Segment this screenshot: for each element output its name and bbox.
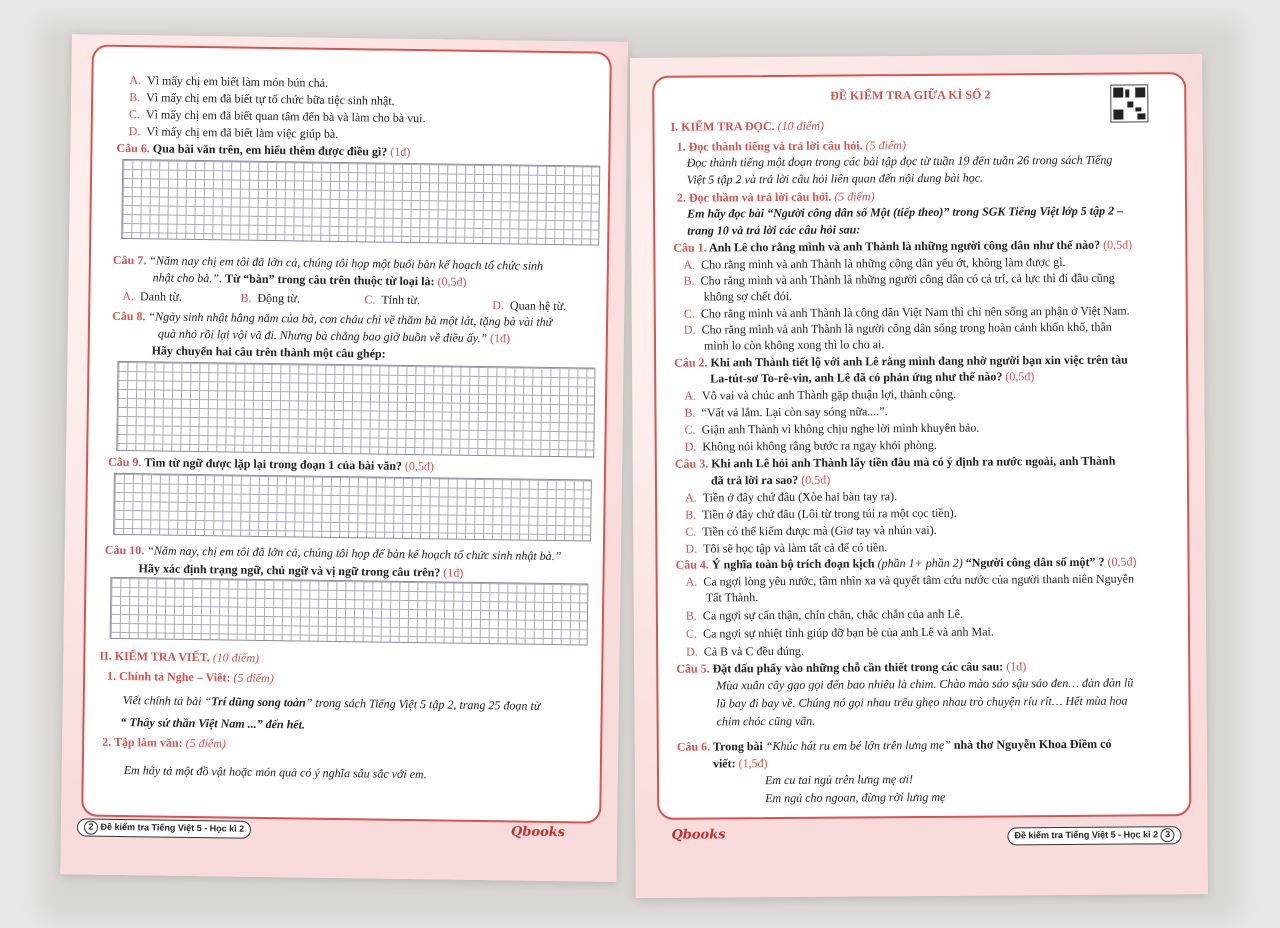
part-2-item-1-heading: 1. Chính tả Nghe – Viết: (5 điểm)	[107, 668, 274, 686]
q3-option-a: A. Tiền ở đây chứ đâu (Xòe hai bàn tay ra).	[685, 489, 898, 505]
question-7-line2: nhật cho bà.”. Từ “bàn” trong câu trên thuộc từ loại là: (0,5đ)	[152, 270, 467, 289]
q7-option-c: C. Tính từ.	[364, 292, 421, 308]
answer-grid-q10[interactable]	[110, 577, 589, 646]
exam-title: ĐỀ KIỂM TRA GIỮA KÌ SỐ 2	[830, 87, 991, 103]
q5-text-line1: Mùa xuân cây gạo gọi đến bao nhiêu là chim. Chào mào sáo sậu sáo đen… đàn đàn lũ	[716, 675, 1134, 693]
answer-grid-q6[interactable]	[121, 159, 600, 246]
left-page	[60, 34, 628, 882]
q7-option-d: D. Quan hệ từ.	[492, 298, 567, 314]
question-6-right: Câu 6. Trong bài “Khúc hát ru em bé lớn trên lưng mẹ” nhà thơ Nguyễn Khoa Điềm có	[676, 736, 1112, 754]
question-7-line1: Câu 7. “Năm nay chị em tôi đã lớn cả, chúng tôi họp một buổi bàn kế hoạch tổ chức sinh	[112, 252, 544, 273]
q4-option-a: A. Ca ngợi lòng yêu nước, tầm nhìn xa và quyết tâm cứu nước của người thanh niên Nguyễn	[685, 571, 1135, 589]
answer-grid-q9[interactable]	[113, 473, 592, 542]
part-1-item-1-text1: Đọc thành tiếng một đoạn trong các bài tập đọc từ tuần 19 đến tuần 26 trong sách Tiếng	[686, 152, 1113, 170]
q1-option-a: A. Cho rằng mình và anh Thành là những công dân yếu ớt, không làm được gì.	[683, 254, 1066, 272]
q5-option-b: B. Vì mấy chị em đã biết tự tổ chức bữa tiệc sinh nhật.	[129, 90, 395, 108]
q1-option-b: B. Cho rằng mình và anh Thành là những người công dân có cả trí, cả lực thì đi đâu cũng	[683, 270, 1115, 288]
part-1-heading: I. KIỂM TRA ĐỌC. (10 điểm)	[670, 118, 824, 134]
part-1-item-2-heading: 2. Đọc thầm và trả lời câu hỏi. (5 điểm)	[676, 189, 875, 205]
left-footer-pill: 2 Đề kiểm tra Tiếng Việt 5 - Học kì 2	[77, 818, 251, 838]
part-2-heading: II. KIỂM TRA VIẾT. (10 điểm)	[99, 648, 260, 665]
q7-option-a: A. Danh từ.	[122, 288, 183, 304]
part-2-item-1-text: Viết chính tả bài “Trí dũng song toàn” trong sách Tiếng Việt 5 tập 2, trang 25 đoạn từ	[122, 693, 541, 713]
part-2-item-2-text: Em hãy tả một đồ vật hoặc món quà có ý nghĩa sâu sắc với em.	[123, 763, 427, 782]
q3-option-b: B. Tiền ở đây chứ đâu (Lôi từ trong túi ra một cọc tiền).	[685, 505, 957, 522]
q4-option-b: B. Ca ngợi sự cẩn thận, chín chắn, chắc chắn của anh Lê.	[685, 606, 964, 623]
q5-option-c: C. Vì mấy chị em đã biết quan tâm đến bà và làm cho bà vui.	[128, 107, 426, 126]
q4-option-c: C. Ca ngợi sự nhiệt tình giúp đỡ bạn bè của anh Lê và anh Mai.	[685, 624, 994, 641]
q5-text-line3: chim chóc cũng vãn.	[716, 713, 816, 729]
q1-option-c: C. Cho rằng mình và anh Thành là công dân Việt Nam thì chỉ nên sống an phận ở Việt Nam.	[683, 303, 1130, 321]
question-8-line1: Câu 8. “Ngày sinh nhật hằng năm của bà, con cháu chỉ về thăm bà một lát, tặng bà vài thứ	[112, 308, 553, 329]
part-1-item-2-text2: trang 10 và trả lời các câu hỏi sau:	[687, 222, 861, 238]
qbooks-logo: Qbooks	[510, 824, 566, 841]
question-6: Câu 6. Qua bài văn trên, em hiểu thêm được điều gì? (1đ)	[116, 140, 411, 159]
part-1-item-1-text2: Việt 5 tập 2 và trả lời câu hỏi liên quan đến nội dung bài học.	[686, 170, 984, 187]
question-4: Câu 4. Ý nghĩa toàn bộ trích đoạn kịch (phần 1+ phần 2) “Người công dân số một” ? (0,5đ)	[675, 554, 1137, 572]
q6-verse-2: Em ngủ cho ngoan, đừng rời lưng mẹ	[765, 789, 946, 806]
q5-text-line2: lũ bay đi bay về. Chúng nó gọi nhau trêu ghẹo nhau trò chuyện ríu rít… Hết mùa hoa	[716, 693, 1128, 711]
qbooks-logo-right: Qbooks	[671, 827, 726, 843]
question-10-line1: Câu 10. “Năm nay, chị em tôi đã lớn cả, chúng tôi họp để bàn kế hoạch tổ chức sinh nhật bà.”	[104, 542, 562, 564]
q2-option-c: C. Giận anh Thành vì không chịu nghe lời mình khuyên bảo.	[684, 420, 980, 437]
answer-grid-q8[interactable]	[116, 361, 595, 458]
question-1: Câu 1. Anh Lê cho rằng mình và anh Thành là những người công dân như thế nào? (0,5đ)	[673, 237, 1133, 255]
right-page-content	[630, 54, 1208, 898]
q1-option-d-cont: mình lo còn không xong thì lo cho ai.	[703, 337, 885, 353]
q3-option-d: D. Tôi sẽ học tập và làm tất cả để có tiền.	[685, 540, 888, 556]
question-2-cont: La-tút-sơ To-rê-vin, anh Lê đã có phản ứng như thế nào? (0,5đ)	[710, 369, 1035, 386]
question-8-line3: Hãy chuyển hai câu trên thành một câu ghép:	[151, 343, 386, 361]
question-8-line2: quà nhỏ rồi lại vội vã đi. Nhưng bà chẳng bao giờ buồn về điều ấy.” (1đ)	[157, 326, 511, 346]
question-9: Câu 9. Tìm từ ngữ được lặp lại trong đoạn 1 của bài văn? (0,5đ)	[107, 454, 435, 474]
q3-option-c: C. Tiền có thể kiếm được mà (Giơ tay và nhún vai).	[685, 522, 937, 539]
q5-option-d: D. Vì mấy chị em đã biết làm việc giúp bà.	[128, 124, 339, 141]
qr-code[interactable]	[1110, 84, 1148, 122]
question-3: Câu 3. Khi anh Lê hỏi anh Thành lấy tiền đâu mà có ý định ra nước ngoài, anh Thành	[674, 453, 1116, 471]
q1-option-d: D. Cho rằng mình và anh Thành là người công dân sống trong hoàn cảnh khốn khổ, thân	[683, 319, 1112, 337]
q2-option-d: D. Không nói không rằng bước ra ngay khỏi phòng.	[684, 437, 937, 454]
q5-option-a: A. Vì mấy chị em biết làm món bún chả.	[129, 73, 329, 90]
right-footer-pill: Đề kiểm tra Tiếng Việt 5 - Học kì 2 3	[1007, 826, 1181, 845]
question-6-right-cont: viết: (1,5đ)	[712, 756, 768, 771]
q1-option-b-cont: không sợ chết đói.	[703, 288, 793, 304]
part-1-item-2-text1: Em hãy đọc bài “Người công dân số Một (tiếp theo)” trong SGK Tiếng Việt lớp 5 tập 2 –	[687, 203, 1124, 221]
q6-verse-1: Em cu tai ngủ trên lưng mẹ ơi!	[764, 772, 914, 788]
part-1-item-1-heading: 1. Đọc thành tiếng và trả lời câu hỏi. (5 điểm)	[676, 138, 906, 154]
question-2: Câu 2. Khi anh Thành tiết lộ với anh Lê rằng mình đang nhờ người bạn xin việc trên tàu	[674, 352, 1128, 370]
q4-option-d: D. Cả B và C đều đúng.	[686, 643, 804, 659]
q2-option-a: A. Vỗ vai và chúc anh Thành gặp thuận lợi, thành công.	[684, 386, 957, 403]
question-5: Câu 5. Đặt dấu phẩy vào những chỗ cần thiết trong các câu sau: (1đ)	[676, 659, 1027, 676]
left-page-content	[60, 34, 628, 882]
q7-option-b: B. Động từ.	[240, 290, 301, 306]
q2-option-b: B. “Vất vả lắm. Lại còn say sóng nữa....”.	[684, 404, 888, 420]
question-3-cont: đã trả lời ra sao? (0,5đ)	[710, 472, 831, 488]
right-page	[630, 54, 1208, 898]
part-2-item-2-heading: 2. Tập làm văn: (5 điểm)	[102, 734, 227, 751]
question-10-line2: Hãy xác định trạng ngữ, chủ ngữ và vị ngữ trong câu trên? (1đ)	[138, 561, 464, 580]
q4-option-a-cont: Tất Thành.	[705, 590, 759, 605]
part-2-item-1-text2: “ Thấy sứ thần Việt Nam ...” đến hết.	[120, 714, 306, 732]
